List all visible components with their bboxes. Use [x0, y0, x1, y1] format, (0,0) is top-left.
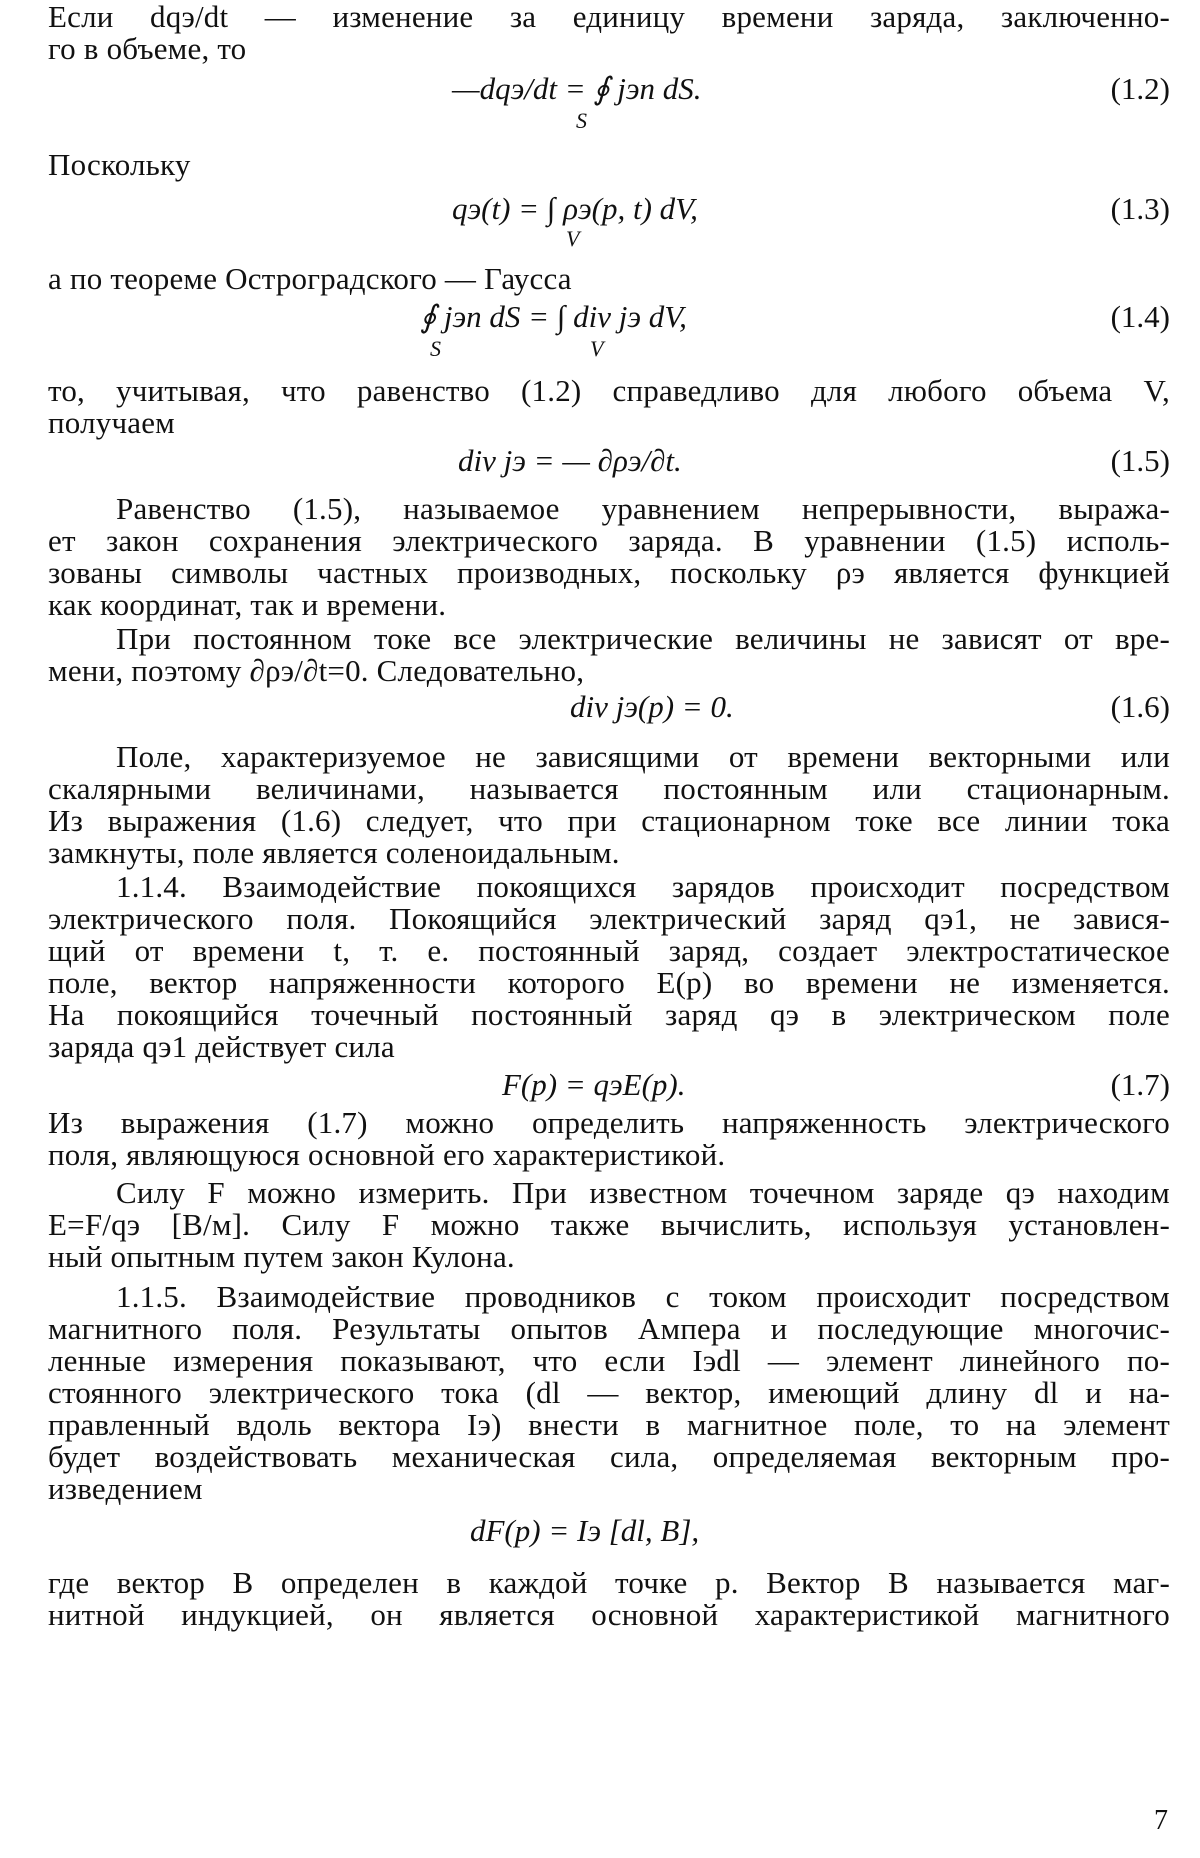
- text-line: то, учитывая, что равенство (1.2) справедливо для любого объема V,: [48, 373, 1170, 408]
- text-line: На покоящийся точечный постоянный заряд qэ в электрическом поле: [48, 997, 1170, 1032]
- text-line: ный опытным путем закон Кулона.: [48, 1239, 515, 1274]
- text-line: Поскольку: [48, 147, 191, 182]
- equation-1-5: div jэ = — ∂ρэ/∂t.: [458, 443, 682, 478]
- text-line: ет закон сохранения электрического заряда. В уравнении (1.5) исполь-: [48, 523, 1170, 558]
- integral-limit: V: [566, 226, 580, 251]
- text-line: мени, поэтому ∂ρэ/∂t=0. Следовательно,: [48, 653, 585, 688]
- text-line: зованы символы частных производных, поскольку ρэ является функцией: [48, 555, 1170, 590]
- equation-number: (1.6): [1110, 689, 1170, 724]
- text-line: Из выражения (1.7) можно определить напряженность электрического: [48, 1105, 1170, 1140]
- text-line: нитной индукцией, он является основной характеристикой магнитного: [48, 1597, 1170, 1632]
- text-line: поля, являющуюся основной его характеристикой.: [48, 1137, 726, 1172]
- text-line: где вектор B определен в каждой точке p. Вектор B называется маг-: [48, 1565, 1170, 1600]
- equation-number: (1.2): [1110, 71, 1170, 106]
- text-line: получаем: [48, 405, 175, 440]
- equation-1-7: F(p) = qэE(p).: [502, 1067, 686, 1102]
- text-line: Равенство (1.5), называемое уравнением непрерывности, выража-: [116, 491, 1170, 526]
- text-line: Из выражения (1.6) следует, что при стационарном токе все линии тока: [48, 803, 1170, 838]
- equation-1-3: qэ(t) = ∫ ρэ(p, t) dV,: [452, 191, 698, 226]
- text-line: как координат, так и времени.: [48, 587, 447, 622]
- equation-number: (1.4): [1110, 299, 1170, 334]
- page-number: 7: [1154, 1805, 1168, 1836]
- equation-number: (1.5): [1110, 443, 1170, 478]
- text-line: ленные измерения показывают, что если Iэdl — элемент линейного по-: [48, 1343, 1170, 1378]
- text-line: а по теореме Остроградского — Гаусса: [48, 261, 572, 296]
- equation-number: (1.7): [1110, 1067, 1170, 1102]
- text-line: стоянного электрического тока (dl — вектор, имеющий длину dl и на-: [48, 1375, 1170, 1410]
- text-line: замкнуты, поле является соленоидальным.: [48, 835, 620, 870]
- text-line: Если dqэ/dt — изменение за единицу времени заряда, заключенно-: [48, 0, 1170, 34]
- text-line: правленный вдоль вектора Iэ) внести в магнитное поле, то на элемент: [48, 1407, 1170, 1442]
- integral-limit: S: [576, 108, 587, 133]
- text-line: При постоянном токе все электрические величины не зависят от вре-: [116, 621, 1170, 656]
- text-line: изведением: [48, 1471, 203, 1506]
- equation-1-4: ∮ jэn dS = ∫ div jэ dV,: [420, 299, 687, 334]
- text-line: Силу F можно измерить. При известном точечном заряде qэ находим: [116, 1175, 1170, 1210]
- equation-1-2: —dqэ/dt = ∮ jэn dS.: [452, 71, 702, 106]
- text-line: скалярными величинами, называется постоянным или стационарным.: [48, 771, 1170, 806]
- text-line: поле, вектор напряженности которого E(p) во времени не изменяется.: [48, 965, 1170, 1000]
- equation-number: (1.3): [1110, 191, 1170, 226]
- text-line: Поле, характеризуемое не зависящими от времени векторными или: [116, 739, 1170, 774]
- text-line: электрического поля. Покоящийся электрический заряд qэ1, не завися-: [48, 901, 1170, 936]
- text-line: магнитного поля. Результаты опытов Ампера и последующие многочис-: [48, 1311, 1170, 1346]
- integral-limit: V: [590, 336, 604, 361]
- section-1-1-4-line: 1.1.4. Взаимодействие покоящихся зарядов происходит посредством: [116, 869, 1170, 904]
- equation-1-6: div jэ(p) = 0.: [570, 689, 734, 724]
- text-line: го в объеме, то: [48, 31, 247, 66]
- text-line: щий от времени t, т. е. постоянный заряд, создает электростатическое: [48, 933, 1170, 968]
- equation-force-on-current: dF(p) = Iэ [dl, B],: [470, 1513, 700, 1548]
- text-line: будет воздействовать механическая сила, определяемая векторным про-: [48, 1439, 1170, 1474]
- text-line: E=F/qэ [В/м]. Силу F можно также вычислить, используя установлен-: [48, 1207, 1170, 1242]
- section-1-1-5-line: 1.1.5. Взаимодействие проводников с током происходит посредством: [116, 1279, 1170, 1314]
- text-line: заряда qэ1 действует сила: [48, 1029, 395, 1064]
- integral-limit: S: [430, 336, 441, 361]
